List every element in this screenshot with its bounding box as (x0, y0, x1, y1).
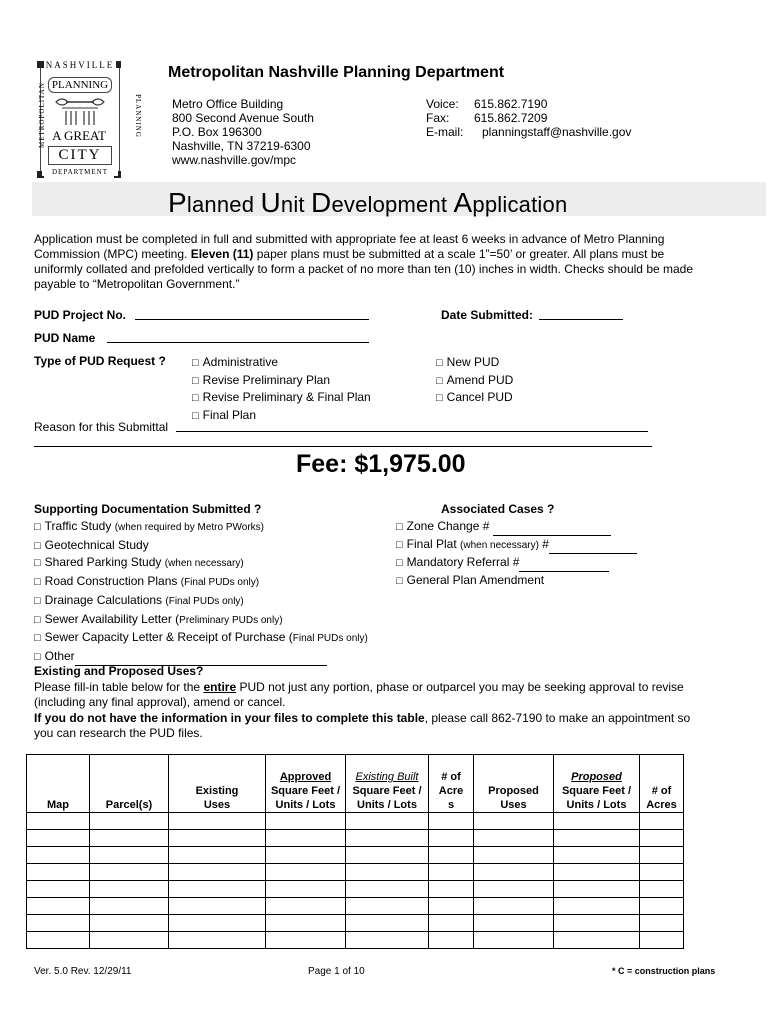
table-cell[interactable] (554, 864, 640, 881)
fax-number: 615.862.7209 (474, 111, 548, 125)
checkbox[interactable]: □ (396, 521, 403, 533)
table-cell[interactable] (429, 830, 474, 847)
table-cell[interactable] (27, 932, 90, 949)
logo-left-word: METROPOLITAN (38, 82, 46, 148)
table-cell[interactable] (554, 898, 640, 915)
type-of-pud-label: Type of PUD Request ? (34, 354, 166, 368)
doc-drainage[interactable]: □ Drainage Calculations (Final PUDs only) (34, 592, 244, 607)
option-administrative[interactable]: □ Administrative (192, 355, 279, 369)
checkbox[interactable]: □ (34, 576, 41, 589)
table-cell[interactable] (640, 915, 684, 932)
pud-name-field[interactable] (107, 330, 369, 343)
table-cell[interactable] (554, 813, 640, 830)
cases-heading: Associated Cases ? (441, 502, 555, 516)
col-header-proposed-acres: # of Acres (640, 755, 684, 813)
footer-note: * C = construction plans (612, 966, 716, 976)
checkbox[interactable]: □ (34, 650, 41, 663)
table-cell[interactable] (169, 932, 266, 949)
table-cell[interactable] (266, 813, 346, 830)
case-general-plan[interactable]: □ General Plan Amendment (396, 573, 545, 588)
table-cell[interactable] (90, 881, 169, 898)
table-cell[interactable] (429, 898, 474, 915)
table-cell[interactable] (640, 864, 684, 881)
voice-label: Voice: (426, 97, 459, 111)
table-cell[interactable] (266, 932, 346, 949)
table-cell[interactable] (266, 864, 346, 881)
table-cell[interactable] (554, 847, 640, 864)
table-cell[interactable] (346, 813, 429, 830)
table-cell[interactable] (266, 898, 346, 915)
table-cell[interactable] (640, 830, 684, 847)
table-row (27, 898, 684, 915)
logo-a-great: A GREAT (52, 128, 106, 143)
logo-right-word: PLANNING (134, 94, 142, 138)
case-mandatory-referral[interactable]: □ Mandatory Referral # (396, 554, 637, 572)
logo-top-word: NASHVILLE (45, 60, 115, 70)
table-cell[interactable] (27, 847, 90, 864)
address-line: Metro Office Building (172, 97, 284, 111)
checkbox[interactable]: □ (34, 594, 41, 607)
table-cell[interactable] (90, 847, 169, 864)
checkbox[interactable]: □ (34, 613, 41, 626)
table-cell[interactable] (429, 864, 474, 881)
doc-road-construction[interactable]: □ Road Construction Plans (Final PUDs only) (34, 574, 260, 589)
checkbox[interactable]: □ (396, 575, 403, 588)
table-cell[interactable] (640, 847, 684, 864)
table-cell[interactable] (474, 881, 554, 898)
contact-labels (426, 97, 463, 139)
mandatory-referral-field[interactable] (519, 560, 609, 572)
email-label: E-mail: (426, 125, 464, 139)
table-cell[interactable] (640, 932, 684, 949)
table-cell[interactable] (90, 898, 169, 915)
address-line: 800 Second Avenue South (172, 111, 314, 125)
checkbox[interactable]: □ (436, 374, 443, 387)
table-cell[interactable] (474, 898, 554, 915)
table-cell[interactable] (429, 813, 474, 830)
final-plat-field[interactable] (549, 542, 637, 554)
option-revise-preliminary-final[interactable]: □ Revise Preliminary & Final Plan (192, 390, 371, 405)
checkbox[interactable]: □ (192, 374, 199, 387)
address-line: P.O. Box 196300 (172, 125, 262, 139)
table-cell[interactable] (169, 881, 266, 898)
col-header-approved: Approved Square Feet / Units / Lots (266, 755, 346, 813)
date-submitted-field[interactable] (539, 307, 623, 320)
table-row (27, 864, 684, 881)
option-revise-preliminary[interactable]: □ Revise Preliminary Plan (192, 372, 331, 387)
doc-shared-parking[interactable]: □ Shared Parking Study (when necessary) (34, 555, 244, 570)
checkbox[interactable]: □ (34, 632, 41, 645)
table-cell[interactable] (429, 881, 474, 898)
table-cell[interactable] (27, 813, 90, 830)
option-cancel-pud[interactable]: □ Cancel PUD (436, 390, 513, 405)
logo-bottom-word: DEPARTMENT (42, 168, 118, 176)
table-cell[interactable] (474, 830, 554, 847)
table-cell[interactable] (266, 830, 346, 847)
table-cell[interactable] (266, 915, 346, 932)
col-header-map: Map (27, 755, 90, 813)
table-cell[interactable] (27, 898, 90, 915)
version-info: Ver. 5.0 Rev. 12/29/11 (34, 966, 132, 977)
uses-section: Existing and Proposed Uses? Please fill-in table below for the entire PUD not just any portion, phase or outparcel you may be seeking approval to revise (including any final approval), amend or cancel. If you do not have the information in your files to complete this table, please call 862-7190 to make an appointment so you can research the PUD files. (34, 664, 764, 742)
table-cell[interactable] (474, 864, 554, 881)
checkbox[interactable]: □ (192, 392, 199, 405)
pud-project-no-label: PUD Project No. (34, 308, 127, 322)
intro-paragraph: Application must be completed in full and submitted with appropriate fee at least 6 weeks in advance of Metro Planning Commission (MPC) meeting. Eleven (11) paper plans must be submitted at a scale 1”=50’ or greater. All plans must be uniformly collated and prefolded vertically to form a packet of no more than ten (10) inches in width. Checks should be made payable to “Metropolitan Government.” (34, 232, 694, 291)
case-zone-change[interactable]: □ Zone Change # (396, 518, 637, 536)
table-cell[interactable] (346, 830, 429, 847)
table-cell[interactable] (474, 932, 554, 949)
table-cell[interactable] (90, 864, 169, 881)
checkbox[interactable]: □ (192, 410, 199, 423)
table-cell[interactable] (346, 898, 429, 915)
reason-field[interactable] (176, 419, 648, 432)
checkbox[interactable]: □ (34, 539, 41, 552)
table-cell[interactable] (640, 898, 684, 915)
table-cell[interactable] (554, 881, 640, 898)
table-cell[interactable] (474, 847, 554, 864)
table-cell[interactable] (554, 932, 640, 949)
table-cell[interactable] (169, 864, 266, 881)
pud-name-label: PUD Name (34, 331, 96, 345)
checkbox[interactable]: □ (34, 557, 41, 570)
checkbox[interactable]: □ (436, 357, 443, 369)
option-amend-pud[interactable]: □ Amend PUD (436, 372, 514, 387)
doc-traffic-study[interactable]: □ Traffic Study (when required by Metro PWorks) (34, 519, 264, 533)
date-submitted-label: Date Submitted: (441, 308, 534, 322)
checkbox[interactable]: □ (34, 521, 41, 533)
logo-column-icon (52, 96, 108, 126)
doc-geotechnical[interactable]: □ Geotechnical Study (34, 537, 149, 552)
col-header-existing-uses: Existing Uses (169, 755, 266, 813)
doc-other[interactable]: □ Other (34, 648, 368, 666)
address-line: Nashville, TN 37219-6300 (172, 139, 311, 153)
uses-table (26, 754, 684, 949)
logo-planning-word: PLANNING (48, 77, 112, 93)
table-row (27, 881, 684, 898)
email-link[interactable]: planningstaff@nashville.gov (482, 125, 632, 139)
col-header-existing-built: Existing Built Square Feet / Units / Lots (346, 755, 429, 813)
table-cell[interactable] (346, 881, 429, 898)
table-cell[interactable] (474, 813, 554, 830)
table-cell[interactable] (27, 830, 90, 847)
zone-change-field[interactable] (493, 524, 611, 536)
reason-field-line-2[interactable] (34, 434, 652, 447)
page-number: Page 1 of 10 (308, 966, 365, 977)
cases-list (396, 518, 637, 590)
uses-heading: Existing and Proposed Uses? (34, 664, 204, 678)
docs-heading: Supporting Documentation Submitted ? (34, 502, 262, 516)
docs-list (34, 518, 368, 666)
table-row (27, 932, 684, 949)
voice-number: 615.862.7190 (474, 97, 548, 111)
table-cell[interactable] (346, 932, 429, 949)
table-cell[interactable] (169, 830, 266, 847)
table-cell[interactable] (554, 915, 640, 932)
table-cell[interactable] (90, 813, 169, 830)
checkbox[interactable]: □ (396, 557, 403, 570)
table-cell[interactable] (27, 881, 90, 898)
table-cell[interactable] (346, 915, 429, 932)
fax-label: Fax: (426, 111, 450, 125)
table-cell[interactable] (169, 847, 266, 864)
doc-sewer-availability[interactable]: □ Sewer Availability Letter (Preliminary PUDs only) (34, 611, 283, 626)
org-name: Metropolitan Nashville Planning Department (168, 64, 505, 81)
option-new-pud[interactable]: □ New PUD (436, 355, 500, 369)
table-cell[interactable] (429, 915, 474, 932)
table-cell[interactable] (27, 864, 90, 881)
checkbox[interactable]: □ (436, 392, 443, 405)
table-row (27, 915, 684, 932)
table-cell[interactable] (474, 915, 554, 932)
table-cell[interactable] (429, 932, 474, 949)
website-link[interactable]: www.nashville.gov/mpc (172, 153, 297, 167)
table-cell[interactable] (90, 915, 169, 932)
contact-values (474, 97, 631, 139)
table-header-row (27, 755, 684, 813)
table-cell[interactable] (346, 847, 429, 864)
type-options-left (192, 354, 371, 425)
col-header-proposed: Proposed Square Feet / Units / Lots (554, 755, 640, 813)
table-cell[interactable] (346, 864, 429, 881)
address-block (172, 97, 314, 167)
checkbox[interactable]: □ (396, 538, 403, 551)
option-final-plan[interactable]: □ Final Plan (192, 408, 257, 423)
pud-project-no-field[interactable] (135, 307, 369, 320)
doc-sewer-capacity[interactable]: □ Sewer Capacity Letter & Receipt of Purchase (Final PUDs only) (34, 630, 368, 645)
table-row (27, 830, 684, 847)
col-header-parcels: Parcel(s) (90, 755, 169, 813)
page-title: Planned Unit Development Application (168, 187, 568, 218)
table-cell[interactable] (429, 847, 474, 864)
checkbox[interactable]: □ (192, 357, 199, 369)
table-cell[interactable] (266, 881, 346, 898)
table-cell[interactable] (169, 915, 266, 932)
table-cell[interactable] (90, 932, 169, 949)
table-cell[interactable] (266, 847, 346, 864)
reason-label: Reason for this Submittal (34, 420, 169, 434)
table-row (27, 813, 684, 830)
type-options-right (436, 354, 513, 407)
table-row (27, 847, 684, 864)
case-final-plat[interactable]: □ Final Plat (when necessary) # (396, 536, 637, 555)
col-header-acres: # of Acre s (429, 755, 474, 813)
table-cell[interactable] (27, 915, 90, 932)
planning-department-logo (30, 60, 142, 178)
fee-amount: Fee: $1,975.00 (296, 450, 466, 478)
col-header-proposed-uses: Proposed Uses (474, 755, 554, 813)
table-cell[interactable] (640, 881, 684, 898)
table-cell[interactable] (640, 813, 684, 830)
table-cell[interactable] (169, 898, 266, 915)
table-cell[interactable] (90, 830, 169, 847)
logo-city: CITY (48, 146, 112, 165)
table-cell[interactable] (554, 830, 640, 847)
table-cell[interactable] (169, 813, 266, 830)
